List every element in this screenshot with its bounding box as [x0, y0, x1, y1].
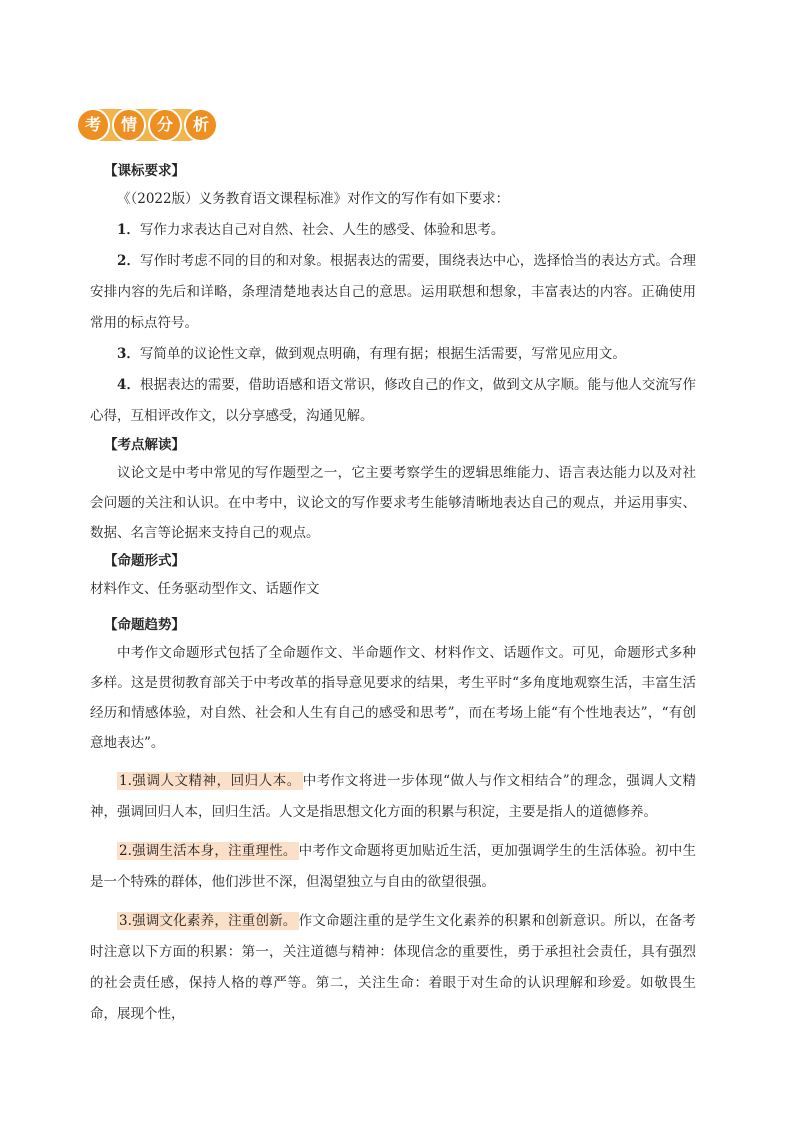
- section-heading-question-forms: 【命题形式】: [104, 553, 185, 569]
- section-heading-trends: 【命题趋势】: [104, 617, 185, 633]
- item-text: 根据表达的需要，借助语感和语文常识，修改自己的作文，做到文从字顺。能与他人交流写作心得，互相评改作文，以分享感受，沟通见解。: [90, 377, 697, 424]
- item-number: 1．: [117, 222, 140, 238]
- trend-text: 作文命题注重的是学生文化素养的积累和创新意识。所以，在备考时注意以下方面的积累：第一，关注道德与精神：体现信念的重要性，勇于承担社会责任，具有强烈的社会责任感，保持人格的尊严等。第二，关注生命：着眼于对生命的认识理解和珍爱。如敬畏生命，展现个性，: [90, 913, 697, 1022]
- trend-text: 中考作文命题将更加贴近生活，更加强调学生的生活体验。初中生是一个特殊的群体，他们涉世不深，但渴望独立与自由的欲望很强。: [90, 843, 697, 890]
- badge-char: 析: [184, 108, 218, 142]
- item-number: 3．: [117, 346, 140, 362]
- trend-text: 中考作文将进一步体现“做人与作文相结合”的理念，强调人文精神，强调回归人本，回归生活。人文是指思想文化方面的积累与积淀，主要是指人的道德修养。: [90, 773, 696, 820]
- trend-highlight: 1.强调人文精神，回归人本。: [119, 773, 301, 789]
- curriculum-intro: 《（2022版）义务教育语文课程标准》对作文的写作有如下要求：: [117, 191, 510, 207]
- badge-char: 分: [148, 108, 182, 142]
- badge-chars: [76, 106, 218, 142]
- item-number: 4．: [117, 377, 141, 393]
- curriculum-item: [90, 339, 696, 370]
- trend-point: [90, 766, 696, 828]
- document-body: [90, 158, 696, 1030]
- badge-char: 情: [112, 108, 146, 142]
- trend-point: [90, 906, 696, 1030]
- item-text: 写简单的议论性文章，做到观点明确，有理有据；根据生活需要，写常见应用文。: [139, 346, 626, 362]
- curriculum-item: [90, 370, 696, 432]
- trend-point: [90, 836, 696, 898]
- section-heading-curriculum: 【课标要求】: [104, 163, 185, 179]
- trend-highlight: 2.强调生活本身，注重理性。: [119, 843, 297, 859]
- badge-char: 考: [76, 108, 110, 142]
- trends-text: 中考作文命题形式包括了全命题作文、半命题作文、材料作文、话题作文。可见，命题形式多种多样。这是贯彻教育部关于中考改革的指导意见要求的结果，考生平时“多角度地观察生活，丰富生活经历和情感体验，对自然、社会和人生有自己的感受和思考”，而在考场上能“有个性地表达”，“有创意地表达”。: [90, 645, 696, 751]
- item-number: 2．: [117, 253, 141, 269]
- item-text: 写作时考虑不同的目的和对象。根据表达的需要，围绕表达中心，选择恰当的表达方式。合理安排内容的先后和详略，条理清楚地表达自己的意思。运用联想和想象，丰富表达的内容。正确使用常用的标点符号。: [90, 253, 697, 331]
- section-badge: [76, 106, 208, 144]
- exam-points-text: 议论文是中考中常见的写作题型之一，它主要考察学生的逻辑思维能力、语言表达能力以及对社会问题的关注和认识。在中考中，议论文的写作要求考生能够清晰地表达自己的观点，并运用事实、数据、名言等论据来支持自己的观点。: [90, 465, 696, 541]
- curriculum-item: [90, 246, 696, 339]
- curriculum-item: [90, 215, 696, 246]
- item-text: 写作力求表达自己对自然、社会、人生的感受、体验和思考。: [139, 222, 505, 238]
- question-forms-text: 材料作文、任务驱动型作文、话题作文: [90, 581, 320, 597]
- section-heading-exam-points: 【考点解读】: [104, 437, 185, 453]
- trend-highlight: 3.强调文化素养，注重创新。: [119, 913, 297, 929]
